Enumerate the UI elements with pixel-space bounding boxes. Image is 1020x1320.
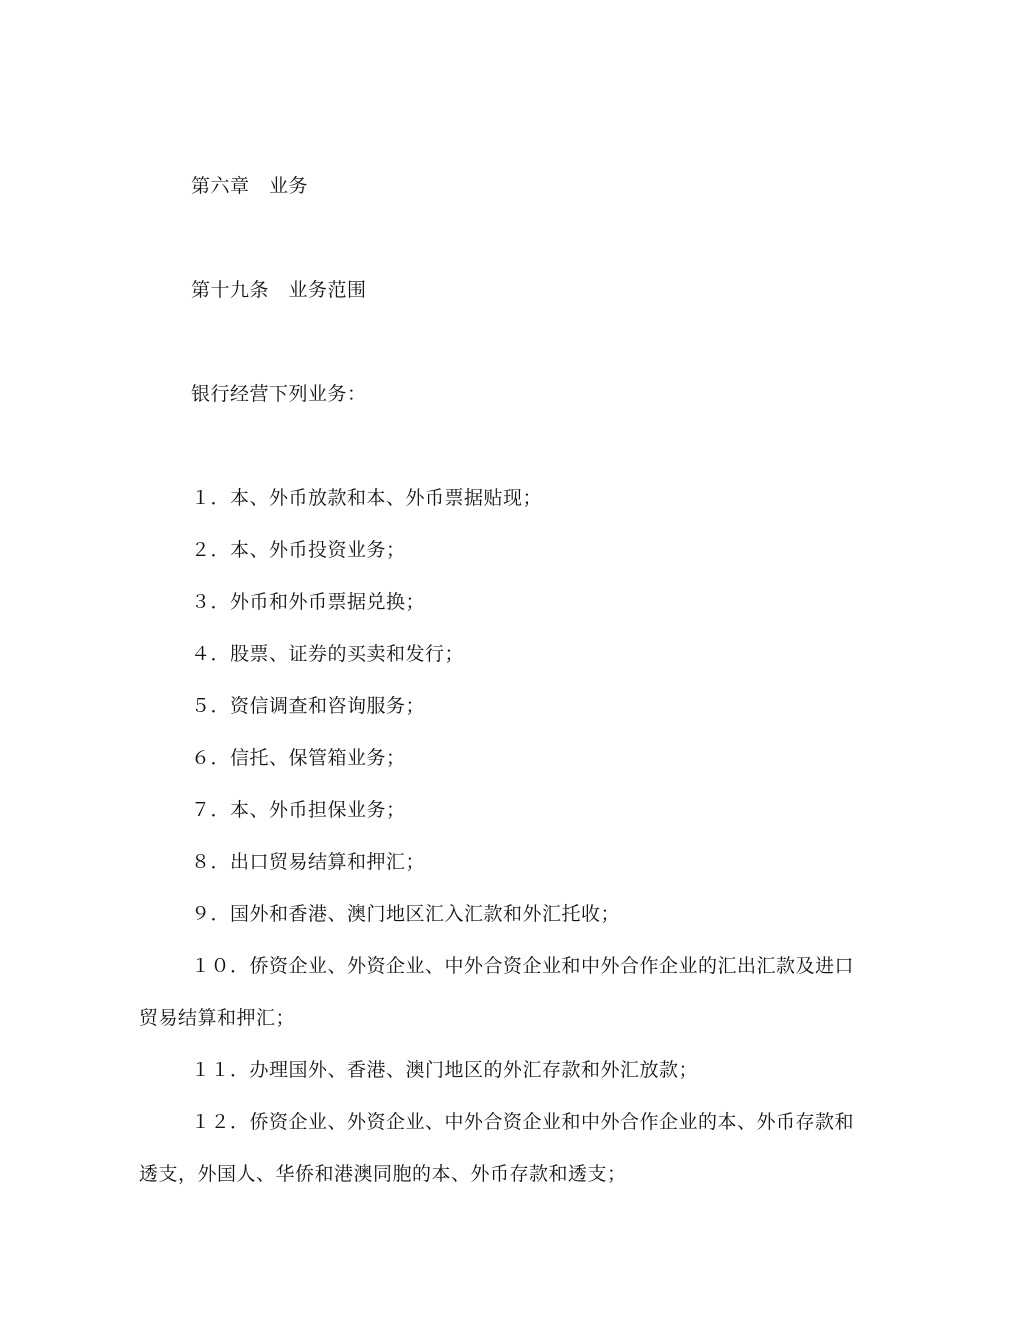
article-heading: 第十九条 业务范围 [191, 279, 367, 301]
list-item-11: １１．办理国外、香港、澳门地区的外汇存款和外汇放款； [191, 1059, 699, 1081]
list-item-10-line-2: 贸易结算和押汇； [139, 1007, 296, 1029]
list-item-7: ７．本、外币担保业务； [191, 799, 406, 821]
list-item-12-line-2: 透支，外国人、华侨和港澳同胞的本、外币存款和透支； [139, 1163, 627, 1185]
list-item-4: ４．股票、证券的买卖和发行； [191, 643, 465, 665]
list-item-9: ９．国外和香港、澳门地区汇入汇款和外汇托收； [191, 903, 621, 925]
list-item-10-line-1: １０．侨资企业、外资企业、中外合资企业和中外合作企业的汇出汇款及进口 [191, 955, 855, 977]
list-item-6: ６．信托、保管箱业务； [191, 747, 406, 769]
chapter-heading: 第六章 业务 [191, 175, 309, 197]
list-item-1: １．本、外币放款和本、外币票据贴现； [191, 487, 543, 509]
list-item-5: ５．资信调查和咨询服务； [191, 695, 426, 717]
list-item-2: ２．本、外币投资业务； [191, 539, 406, 561]
intro-paragraph: 银行经营下列业务： [191, 383, 367, 405]
list-item-3: ３．外币和外币票据兑换； [191, 591, 426, 613]
list-item-8: ８．出口贸易结算和押汇； [191, 851, 426, 873]
list-item-12-line-1: １２．侨资企业、外资企业、中外合资企业和中外合作企业的本、外币存款和 [191, 1111, 855, 1133]
